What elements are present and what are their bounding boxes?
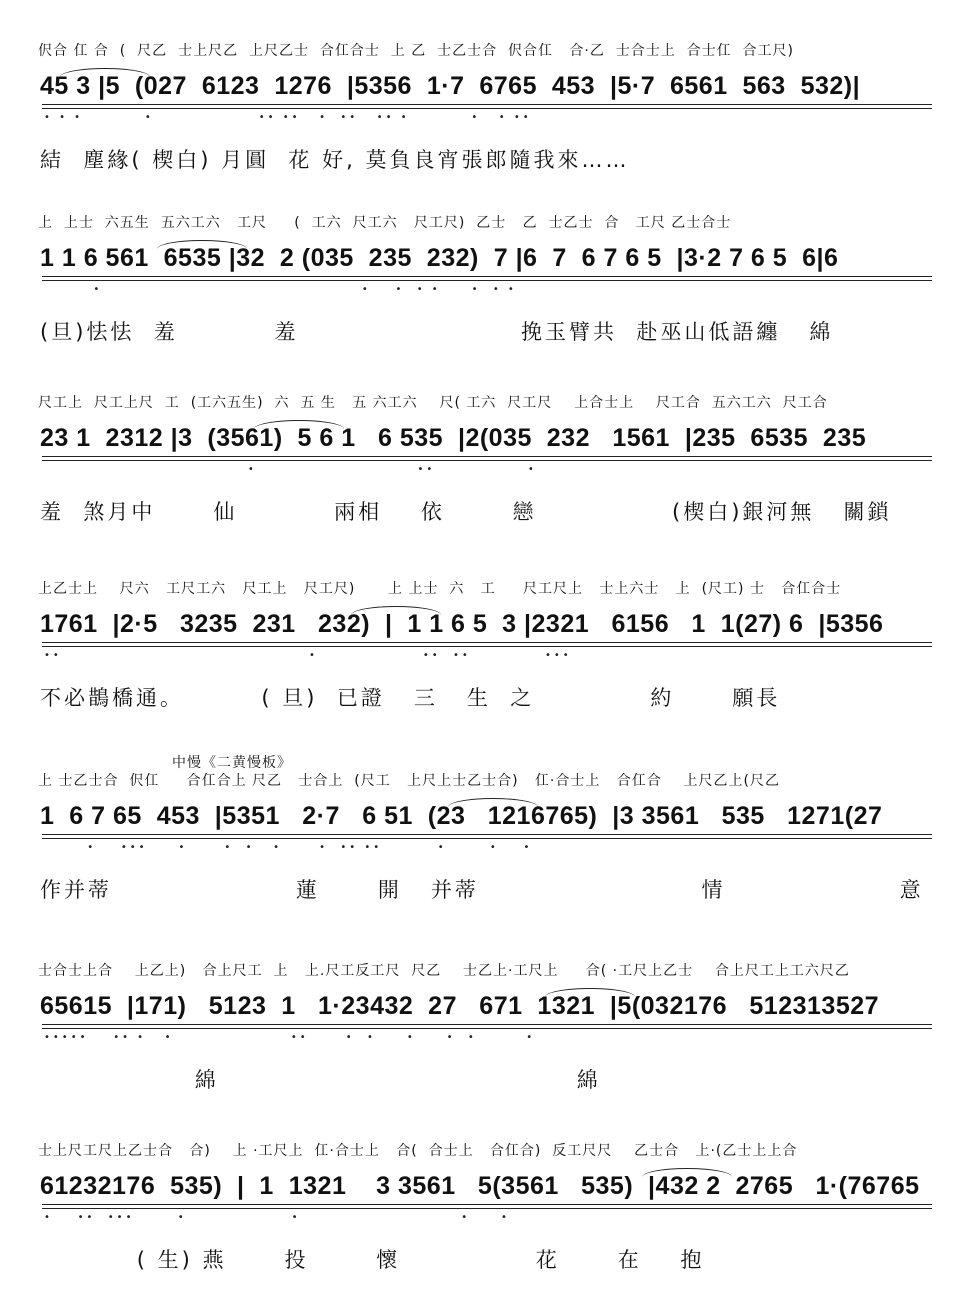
gongche-notation-line: 伬合 仜 合 ( 尺乙 士上尺乙 上尺乙士 合仜合士 上 乙 士乙士合 伬合仜 合·乙 士合士上 合士仜 合工尺) (38, 43, 794, 59)
octave-dots: ••••• •• • • •• • • • • • • (44, 1032, 536, 1043)
slur-mark (642, 1168, 732, 1177)
rhythm-underline (42, 460, 932, 461)
slur-mark (545, 988, 635, 997)
score-system (0, 578, 972, 718)
rhythm-underline (42, 1204, 932, 1205)
rhythm-underline (42, 108, 932, 109)
score-system (0, 40, 972, 180)
lyric-line: 作并蒂 蓮 開 并蒂 情 意 (40, 878, 924, 902)
slur-mark (60, 68, 150, 77)
lyric-line: 不必鵲橋通。 ( 旦) 已證 三 生 之 約 願長 (40, 686, 781, 710)
octave-dots: • •• ••• • • • • (44, 1212, 510, 1223)
octave-dots: • • • • • • • • (44, 284, 517, 295)
slur-mark (351, 606, 441, 615)
slur-mark (254, 420, 344, 429)
gongche-notation-line: 上乙士上 尺六 工尺工六 尺工上 尺工尺) 上 上士 六 工 尺工尺上 士上六士 上 (尺工) 士 合仜合士 (38, 581, 842, 597)
gongche-notation-line: 尺工上 尺工上尺 工 (工六五生) 六 五 生 五 六工六 尺( 工六 尺工尺 上合士上 尺工合 五六工六 尺工合 (38, 395, 828, 411)
rhythm-underline (42, 642, 932, 643)
lyric-line: (旦)怯怯 羞 羞 挽玉臂共 赴巫山低語纏 綿 (40, 320, 834, 344)
jianpu-notation-line: 1 1 6 561 6535 |32 2 (035 235 232) 7 |6 7 6 7 6 5 |3·2 7 6 5 6|6 (40, 244, 839, 272)
jianpu-notation-line: 1761 |2·5 3235 231 232) | 1 1 6 5 3 |2321 6156 1 1(27) 6 |5356 (40, 610, 884, 638)
jianpu-notation-line: 1 6 7 65 453 |5351 2·7 6 51 (23 1216765) |3 3561 535 1271(27 (40, 802, 883, 830)
octave-dots: • •• • (44, 464, 537, 475)
rhythm-underline (42, 104, 932, 105)
rhythm-underline (42, 280, 932, 281)
octave-dots: •• • •• •• ••• (44, 650, 572, 661)
tempo-annotation: 中慢《二黄慢板》 (172, 755, 292, 771)
lyric-line: ( 生) 燕 投 懷 花 在 抱 (40, 1248, 705, 1272)
score-system (0, 770, 972, 910)
rhythm-underline (42, 1028, 932, 1029)
rhythm-underline (42, 834, 932, 835)
slur-mark (157, 240, 247, 249)
lyric-line: 綿 綿 (40, 1068, 601, 1092)
gongche-notation-line: 士上尺工尺上乙士合 合) 上 ·工尺上 仜·合士上 合( 合士上 合仜合) 反工尺尺 乙士合 上·(乙士上上合 (38, 1143, 798, 1159)
lyric-line: 結 塵緣( 楔白) 月圓 花 好, 莫負良宵張郎隨我來…… (40, 148, 630, 172)
rhythm-underline (42, 646, 932, 647)
gongche-notation-line: 上 上士 六五生 五六工六 工尺 ( 工六 尺工六 尺工尺) 乙士 乙 士乙士 合 工尺 乙士合士 (38, 215, 732, 231)
octave-dots: • • • • •• •• • •• •• • • • •• (44, 112, 532, 123)
score-system (0, 392, 972, 532)
score-system (0, 212, 972, 352)
jianpu-notation-line: 61232176 535) | 1 1321 3 3561 5(3561 535) |432 2 2765 1·(76765 (40, 1172, 920, 1200)
score-system (0, 1140, 972, 1280)
rhythm-underline (42, 276, 932, 277)
rhythm-underline (42, 456, 932, 457)
jianpu-notation-line: 65615 |171) 5123 1 1·23432 27 671 1321 |5(032176 512313527 (40, 992, 880, 1020)
jianpu-notation-line: 23 1 2312 |3 (3561) 5 6 1 6 535 |2(035 232 1561 |235 6535 235 (40, 424, 867, 452)
rhythm-underline (42, 1024, 932, 1025)
rhythm-underline (42, 838, 932, 839)
slur-mark (448, 798, 538, 807)
lyric-line: 羞 煞月中 仙 兩相 依 戀 (楔白)銀河無 關鎖 (40, 500, 892, 524)
rhythm-underline (42, 1208, 932, 1209)
octave-dots: • ••• • • • • • •• •• • • • (44, 842, 533, 853)
score-system (0, 960, 972, 1100)
gongche-notation-line: 上 士乙士合 伬仜 合仜合上 尺乙 士合上 (尺工 上尺上士乙士合) 仜·合士上 合仜合 上尺乙上(尺乙 (38, 773, 780, 789)
gongche-notation-line: 士合士上合 上乙上) 合上尺工 上 上.尺工反工尺 尺乙 士乙上·工尺上 合( ·工尺上乙士 合上尺工上工六尺乙 (38, 963, 850, 979)
jianpu-notation-line: 45 3 |5 (027 6123 1276 |5356 1·7 6765 453 |5·7 6561 563 532)| (40, 72, 861, 100)
